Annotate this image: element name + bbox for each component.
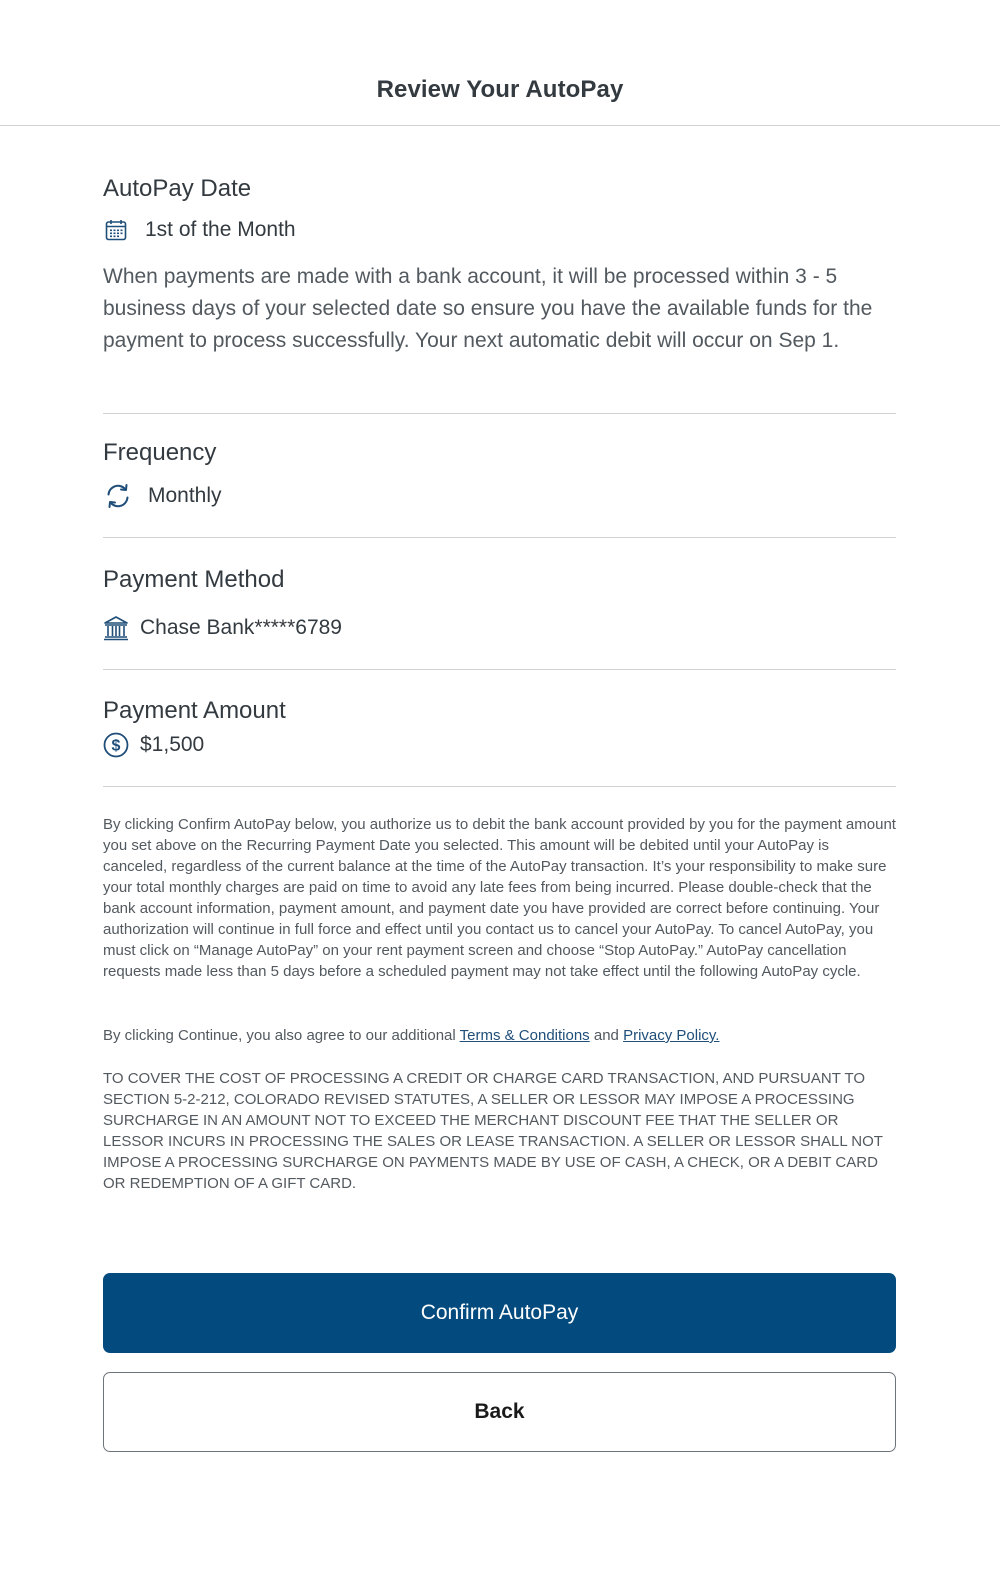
frequency-title: Frequency [103, 439, 217, 466]
calendar-icon [103, 217, 129, 243]
agreement-text [103, 1025, 896, 1046]
dollar-circle-icon [103, 732, 129, 758]
autopay-date-description: When payments are made with a bank account, it will be processed within 3 - 5 business days of your selected date so ensure you have the available funds for the payment to process successfully. Your next automatic debit will occur on Sep 1. [103, 265, 873, 352]
payment-amount-value: $1,500 [140, 733, 205, 756]
divider [103, 669, 896, 670]
autopay-date-title: AutoPay Date [103, 175, 252, 202]
payment-amount-row [103, 732, 204, 758]
divider [103, 786, 896, 787]
terms-link[interactable]: Terms & Conditions [459, 1027, 590, 1044]
payment-method-value: Chase Bank*****6789 [140, 616, 342, 639]
confirm-autopay-button[interactable]: Confirm AutoPay [103, 1273, 896, 1353]
divider [103, 537, 896, 538]
payment-method-title: Payment Method [103, 566, 285, 593]
authorization-text: By clicking Confirm AutoPay below, you authorize us to debit the bank account provided by you for the payment amount you set above on the Recurring Payment Date you selected. This amount will be debited until your AutoPay is canceled, regardless of the current balance at the time of the AutoPay transaction. It’s your responsibility to make sure your total monthly charges are paid on time to avoid any late fees from being incurred. Please double-check that the bank account information, payment amount, and payment date you have provided are correct before continuing. Your authorization will continue in full force and effect until you contact us to cancel your AutoPay. To cancel AutoPay, you must click on “Manage AutoPay” on your rent payment screen and choose “Stop AutoPay.” AutoPay cancellation requests made less than 5 days before a scheduled payment may not take effect until the following AutoPay cycle. [103, 816, 896, 980]
frequency-row [103, 481, 222, 511]
privacy-link[interactable]: Privacy Policy. [623, 1027, 720, 1044]
svg-text:$: $ [111, 737, 121, 755]
refresh-icon [103, 481, 133, 511]
divider [103, 413, 896, 414]
autopay-date-value: 1st of the Month [145, 218, 296, 241]
agreement-and: and [593, 1027, 619, 1044]
page-title: Review Your AutoPay [376, 76, 624, 103]
bank-icon [103, 615, 129, 641]
payment-method-row [103, 615, 342, 641]
autopay-date-row [103, 217, 296, 243]
payment-amount-title: Payment Amount [103, 697, 286, 724]
frequency-value: Monthly [148, 484, 222, 507]
surcharge-disclosure: TO COVER THE COST OF PROCESSING A CREDIT OR CHARGE CARD TRANSACTION, AND PURSUANT TO SECTION 5-2-212, COLORADO REVISED STATUTES, A SELLER OR LESSOR MAY IMPOSE A PROCESSING SURCHARGE IN AN AMOUNT NOT TO EXCEED THE MERCHANT DISCOUNT FEE THAT THE SELLER OR LESSOR INCURS IN PROCESSING THE SALES OR LEASE TRANSACTION. A SELLER OR LESSOR SHALL NOT IMPOSE A PROCESSING SURCHARGE ON PAYMENTS MADE BY USE OF CASH, A CHECK, OR A DEBIT CARD OR REDEMPTION OF A GIFT CARD. [103, 1070, 883, 1192]
agreement-prefix: By clicking Continue, you also agree to our additional [103, 1027, 456, 1044]
page-header [0, 0, 1000, 126]
back-button[interactable]: Back [103, 1372, 896, 1452]
